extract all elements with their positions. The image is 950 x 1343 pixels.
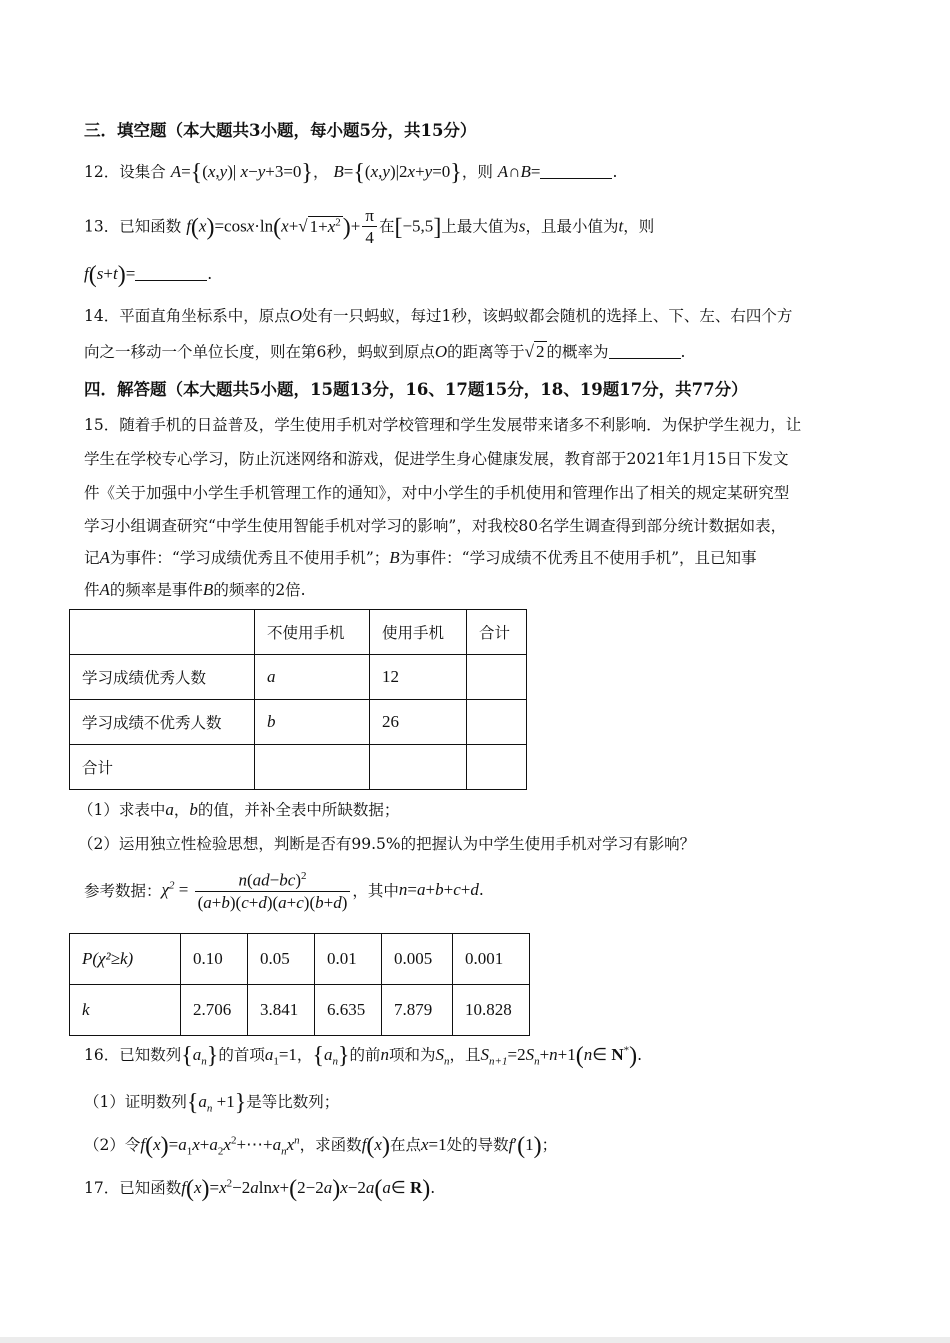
q16-sub2d-text: 处的导数 xyxy=(446,1136,509,1154)
table-cell: 0.01 xyxy=(315,934,382,985)
q16-sub2-text: （2）令 xyxy=(84,1136,141,1154)
q15-line4: 学习小组调查研究“中学生使用智能手机对学习的影响”，对我校80名学生调查得到部分统计数据如表， xyxy=(84,517,787,535)
q13-text4: ，则 xyxy=(623,217,655,236)
q16-sub2e-text: ； xyxy=(541,1136,558,1154)
q15-line1: 15．随着手机的日益普及，学生使用手机对学校管理和学生发展带来诸多不利影响．为保护学生视力，让 xyxy=(84,416,802,434)
table-cell: 合计 xyxy=(467,610,527,655)
q16-sub1-text: （1）证明数列 xyxy=(84,1093,187,1111)
q15-sub1b-text: 的值，并补全表中所缺数据； xyxy=(197,801,400,819)
question-16: 16．已知数列$\{a_n\}$的首项$a_1=1$，$\{a_n\}$的前n项和为$S_n$，且$S_{n+1}=2S_n+n+1(n\in$ N*). xyxy=(84,1043,643,1069)
table-cell: 0.001 xyxy=(453,934,530,985)
table-cell xyxy=(467,745,527,790)
table-cell: 使用手机 xyxy=(370,610,467,655)
table-cell xyxy=(467,655,527,700)
table-cell: 0.005 xyxy=(382,934,453,985)
ref-tail: ，其中 xyxy=(352,881,399,900)
question-17: 17．已知函数$f(x)=x^2-2alnx+(2-2a)x-2a(a\in$ R). xyxy=(84,1176,436,1202)
chi-square-formula: $\frac{n(ad-bc)^2}{(a+b)(c+d)(a+c)(b+d)}$ xyxy=(195,866,351,914)
table-row xyxy=(70,655,527,700)
table-row xyxy=(70,745,527,790)
q15-sub2: （2）运用独立性检验思想，判断是否有99.5%的把握认为中学生使用手机对学习有影响？ xyxy=(78,835,696,853)
survey-table xyxy=(69,609,527,790)
table-cell: 7.879 xyxy=(382,985,453,1036)
q15-text-5a: 记 xyxy=(84,549,100,567)
section-4-title: 四．解答题（本大题共5小题，15题13分，16、17题15分，18、19题17分，共77分） xyxy=(84,380,748,399)
critical-value-table xyxy=(69,933,530,1036)
table-cell: k xyxy=(70,985,181,1036)
q16-sub1: （1）证明数列$\{a_n +1\}$是等比数列； xyxy=(84,1090,340,1116)
q13-text-in: 在 xyxy=(378,217,395,236)
q15-text-5b: 为事件：“学习成绩优秀且不使用手机”； xyxy=(109,549,390,567)
question-13: 13．已知函数 f(x)=cosx·ln(x+√ $1+x^2)+$ $\frac{\pi}{4}$ 在[−5,5]上最大值为s，且最小值为t，则 xyxy=(84,206,655,247)
table-row xyxy=(70,985,530,1036)
q14-text-2c: 的概率为 xyxy=(546,343,609,361)
table-cell: 26 xyxy=(370,700,467,745)
q15-sub1: （1）求表中a，b的值，并补全表中所缺数据； xyxy=(78,800,400,819)
q16-text6: ，且 xyxy=(449,1046,481,1064)
q16-number: 16． xyxy=(84,1046,120,1064)
q14-text-2b: 的距离等于 xyxy=(447,343,525,361)
question-12: 12．设集合 A={(x,y)| x−y+3=0}， B={(x,y)|2x+y=0}，则 A∩B= . xyxy=(84,160,618,186)
table-cell: 学习成绩不优秀人数 xyxy=(70,700,255,745)
question-14-line2: 向之一移动一个单位长度，则在第6秒，蚂蚁到原点O的距离等于√ 2 的概率为 . xyxy=(84,342,686,361)
table-cell: 3.841 xyxy=(248,985,315,1036)
question-14-line1: 14．平面直角坐标系中，原点O处有一只蚂蚁，每过1秒，该蚂蚁都会随机的选择上、下、左、右四个方 xyxy=(84,306,793,325)
table-cell: 10.828 xyxy=(453,985,530,1036)
q15-reference: 参考数据：$\chi^2$ = $\frac{n(ad-bc)^2}{(a+b)(c+d)(a+c)(b+d)}$ ，其中n=a+b+c+d. xyxy=(84,866,484,914)
q16-sub2: （2）令$f(x)=a_1x+a_2x^2+\cdots+a_nx^n$，求函数f(x)在点x=1处的导数f′(1)； xyxy=(84,1133,558,1159)
table-cell xyxy=(70,610,255,655)
q15-line3: 件《关于加强中小学生手机管理工作的通知》，对中小学生的手机使用和管理作出了相关的规定某研究型 xyxy=(84,484,790,502)
q16-sub2b-text: ，求函数 xyxy=(299,1136,362,1154)
q16-sub1b-text: 是等比数列； xyxy=(246,1093,340,1111)
q16-text: 已知数列 xyxy=(119,1046,182,1064)
table-row xyxy=(70,700,527,745)
q13-text2: 上最大值为 xyxy=(441,217,519,236)
table-cell: 合计 xyxy=(70,745,255,790)
table-cell: 2.706 xyxy=(181,985,248,1036)
table-cell: 不使用手机 xyxy=(255,610,370,655)
q15-line2: 学生在学校专心学习，防止沉迷网络和游戏，促进学生身心健康发展，教育部于2021年1月15日下发文 xyxy=(84,450,789,468)
answer-blank xyxy=(609,343,681,359)
table-cell: 0.10 xyxy=(181,934,248,985)
question-13-answer: f(s+t)= . xyxy=(84,262,213,288)
table-cell xyxy=(467,700,527,745)
q13-number: 13． xyxy=(84,217,120,236)
q15-line6: 件A的频率是事件B的频率的2倍. xyxy=(84,580,306,599)
q16-text5: 项和为 xyxy=(389,1046,436,1064)
section-3-title: 三．填空题（本大题共3小题，每小题5分，共15分） xyxy=(84,121,477,140)
q14-text: 14．平面直角坐标系中，原点 xyxy=(84,307,290,325)
answer-blank xyxy=(540,163,612,179)
table-cell: 0.05 xyxy=(248,934,315,985)
q16-text2: 的首项 xyxy=(218,1046,265,1064)
q17-number: 17． xyxy=(84,1179,120,1197)
table-cell: 学习成绩优秀人数 xyxy=(70,655,255,700)
table-cell: 12 xyxy=(370,655,467,700)
table-cell xyxy=(370,745,467,790)
q15-text-5c: 为事件：“学习成绩不优秀且不使用手机”，且已知事 xyxy=(399,549,757,567)
table-cell: P(χ²≥k) xyxy=(70,934,181,985)
ref-label: 参考数据： xyxy=(84,881,162,900)
table-header-row xyxy=(70,610,527,655)
q15-text-6b: 的频率是事件 xyxy=(109,581,203,599)
q12-text: 设集合 xyxy=(119,163,166,181)
table-cell: b xyxy=(255,700,370,745)
table-cell xyxy=(255,745,370,790)
q13-text: 已知函数 xyxy=(119,217,182,236)
q16-text3: ， xyxy=(296,1046,313,1064)
table-cell: 6.635 xyxy=(315,985,382,1036)
q15-text-6c: 的频率的2倍. xyxy=(213,581,306,599)
q16-sub2c-text: 在点 xyxy=(389,1136,421,1154)
page-bottom-edge xyxy=(0,1337,950,1343)
answer-blank xyxy=(135,265,207,281)
table-cell: a xyxy=(255,655,370,700)
q12-text2: ，则 xyxy=(461,163,493,181)
q16-text4: 的前 xyxy=(349,1046,381,1064)
q13-text3: ，且最小值为 xyxy=(525,217,619,236)
q15-line5: 记A为事件：“学习成绩优秀且不使用手机”；B为事件：“学习成绩不优秀且不使用手机”，且已知事 xyxy=(84,548,757,567)
table-row xyxy=(70,934,530,985)
q15-text-6a: 件 xyxy=(84,581,100,599)
q15-sub1-text: （1）求表中 xyxy=(78,801,166,819)
q12-number: 12． xyxy=(84,163,120,181)
q14-text-b: 处有一只蚂蚁，每过1秒，该蚂蚁都会随机的选择上、下、左、右四个方 xyxy=(302,307,793,325)
q17-text: 已知函数 xyxy=(119,1179,182,1197)
q14-text-2a: 向之一移动一个单位长度，则在第6秒，蚂蚁到原点 xyxy=(84,343,435,361)
